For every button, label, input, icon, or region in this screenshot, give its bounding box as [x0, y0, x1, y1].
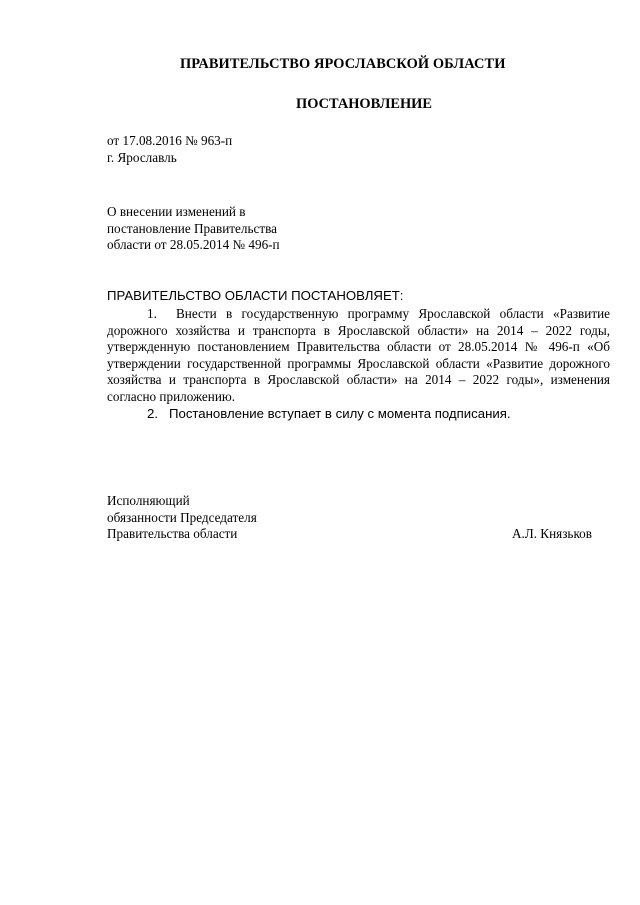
- item-text: Постановление вступает в силу с момента подписания.: [169, 405, 511, 421]
- subject-line-2: постановление Правительства: [107, 220, 278, 236]
- signer-position-line-1: Исполняющий: [107, 493, 190, 508]
- signer-position-line-3: Правительства области: [107, 526, 238, 542]
- document-body: [107, 306, 610, 422]
- document-subject: [107, 204, 347, 254]
- subject-line-1: О внесении изменений в: [107, 204, 246, 219]
- organization-title: ПРАВИТЕЛЬСТВО ЯРОСЛАВСКОЙ ОБЛАСТИ: [180, 56, 506, 72]
- date-number: от 17.08.2016 № 963-п: [107, 133, 233, 148]
- place: г. Ярославль: [107, 149, 177, 165]
- item-number: 2.: [147, 405, 158, 421]
- signature-block: [107, 493, 592, 543]
- item-text: Внести в государственную программу Ярославской области «Развитие дорожного хозяйства и транспорта в Ярославской области» на 2014 – 2022 годы, утвержденную постановлением Правительства области от 28.05.2014 № 496-п «Об утверждении государственной программы Ярославской области «Развитие дорожного хозяйства и транспорта в Ярославской области» на 2014 – 2022 годы», изменения согласно приложению.: [107, 306, 610, 404]
- signer-name: А.Л. Князьков: [511, 526, 592, 542]
- document-type-title: ПОСТАНОВЛЕНИЕ: [296, 96, 432, 112]
- signature-row: [107, 526, 592, 543]
- list-item: [107, 406, 610, 423]
- document-meta: [107, 133, 232, 166]
- preamble: ПРАВИТЕЛЬСТВО ОБЛАСТИ ПОСТАНОВЛЯЕТ:: [107, 288, 404, 303]
- subject-line-3: области от 28.05.2014 № 496-п: [107, 237, 280, 253]
- list-item: [107, 306, 610, 406]
- signer-position-line-2: обязанности Председателя: [107, 509, 257, 525]
- item-number: 1.: [147, 306, 157, 321]
